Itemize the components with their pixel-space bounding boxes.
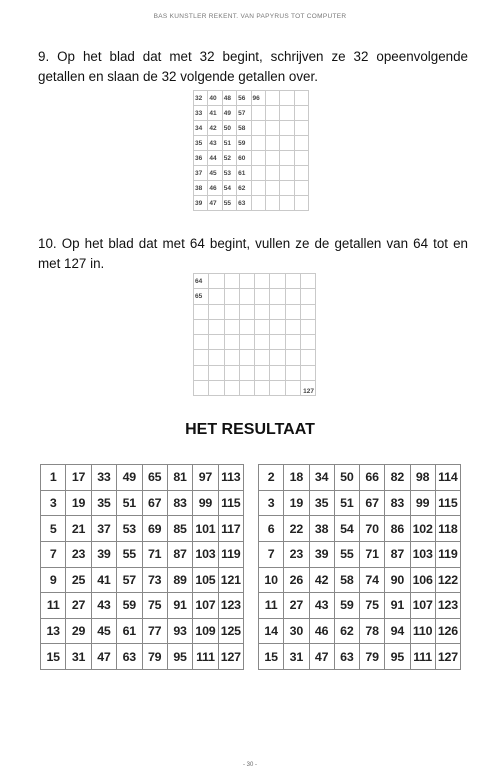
table-cell: 25	[66, 567, 91, 593]
table-cell: 103	[193, 541, 218, 567]
table-cell: 34	[309, 465, 334, 491]
table-cell	[239, 274, 254, 289]
table-cell: 66	[360, 465, 385, 491]
table-cell: 125	[218, 618, 243, 644]
table-cell	[224, 289, 239, 304]
table-cell: 31	[66, 644, 91, 670]
table-cell	[270, 319, 285, 334]
table-cell: 7	[259, 541, 284, 567]
table-cell	[251, 121, 265, 136]
table-cell	[294, 196, 308, 211]
table-cell: 53	[222, 166, 236, 181]
table-cell: 31	[284, 644, 309, 670]
table-cell	[280, 196, 294, 211]
table-cell: 34	[194, 121, 208, 136]
table-cell	[265, 181, 279, 196]
table-cell: 19	[66, 490, 91, 516]
table-row	[259, 465, 461, 491]
table-cell: 26	[284, 567, 309, 593]
table-cell: 27	[66, 593, 91, 619]
table-cell: 103	[410, 541, 435, 567]
table-cell	[224, 304, 239, 319]
table-cell: 86	[385, 516, 410, 542]
table-cell	[265, 106, 279, 121]
table-cell	[294, 106, 308, 121]
table-cell: 79	[360, 644, 385, 670]
table-cell	[239, 365, 254, 380]
table-cell: 45	[91, 618, 116, 644]
table-cell: 55	[334, 541, 359, 567]
table-cell: 78	[360, 618, 385, 644]
table-row	[259, 516, 461, 542]
table-cell	[239, 304, 254, 319]
table-cell: 113	[218, 465, 243, 491]
table-cell	[239, 289, 254, 304]
table-cell: 90	[385, 567, 410, 593]
table-cell: 75	[360, 593, 385, 619]
table-cell: 55	[222, 196, 236, 211]
table-cell: 63	[237, 196, 251, 211]
table-cell: 35	[91, 490, 116, 516]
table-cell	[294, 151, 308, 166]
table-cell	[280, 166, 294, 181]
table-row	[194, 335, 316, 350]
table-cell: 101	[193, 516, 218, 542]
table-row	[194, 121, 309, 136]
table-cell	[209, 365, 224, 380]
table-cell: 51	[117, 490, 142, 516]
table-cell	[239, 335, 254, 350]
table-cell	[194, 335, 209, 350]
table-cell: 55	[117, 541, 142, 567]
table-cell: 53	[117, 516, 142, 542]
table-cell: 41	[208, 106, 222, 121]
table-cell	[294, 166, 308, 181]
table-row	[259, 618, 461, 644]
table-cell	[285, 380, 300, 395]
table-cell: 121	[218, 567, 243, 593]
table-cell: 98	[410, 465, 435, 491]
table-cell: 62	[237, 181, 251, 196]
table-cell	[255, 319, 270, 334]
table-cell: 48	[222, 91, 236, 106]
table-row	[194, 91, 309, 106]
page-number: - 30 -	[242, 762, 257, 768]
table-cell: 45	[208, 166, 222, 181]
table-cell: 82	[385, 465, 410, 491]
table-cell: 115	[435, 490, 460, 516]
paragraph-9: 9. Op het blad dat met 32 begint, schrijven ze 32 opeenvolgende getallen en slaan de 32 volgende getallen over.	[38, 49, 468, 84]
table-cell	[209, 289, 224, 304]
table-cell: 2	[259, 465, 284, 491]
table-cell: 119	[435, 541, 460, 567]
table-cell: 107	[193, 593, 218, 619]
table-cell: 67	[360, 490, 385, 516]
table-cell	[209, 335, 224, 350]
table-cell: 58	[237, 121, 251, 136]
table-cell	[255, 350, 270, 365]
table-cell: 123	[218, 593, 243, 619]
table-cell: 87	[385, 541, 410, 567]
table-cell: 87	[167, 541, 192, 567]
table-cell: 39	[309, 541, 334, 567]
table-cell: 42	[309, 567, 334, 593]
table-cell: 35	[309, 490, 334, 516]
table-cell: 99	[193, 490, 218, 516]
table-row	[194, 106, 309, 121]
table-cell: 43	[309, 593, 334, 619]
table-cell: 47	[208, 196, 222, 211]
table-cell: 43	[91, 593, 116, 619]
table-cell	[300, 335, 315, 350]
table-cell: 118	[435, 516, 460, 542]
table-cell	[265, 121, 279, 136]
table-cell: 19	[284, 490, 309, 516]
table-cell: 67	[142, 490, 167, 516]
table-row	[259, 644, 461, 670]
table-cell: 93	[167, 618, 192, 644]
table-cell	[270, 335, 285, 350]
table-row	[194, 151, 309, 166]
table-row	[194, 274, 316, 289]
table-cell: 111	[410, 644, 435, 670]
paragraph-10: 10. Op het blad dat met 64 begint, vullen ze de getallen van 64 tot en met 127 in.	[38, 236, 468, 271]
table-cell: 39	[91, 541, 116, 567]
table-row	[41, 490, 244, 516]
table-row	[41, 516, 244, 542]
table-cell: 123	[435, 593, 460, 619]
table-cell	[209, 274, 224, 289]
table-cell: 29	[66, 618, 91, 644]
table-cell	[194, 319, 209, 334]
table-cell: 43	[208, 136, 222, 151]
table-cell	[224, 335, 239, 350]
table-cell: 126	[435, 618, 460, 644]
table-row	[41, 644, 244, 670]
table-cell: 3	[259, 490, 284, 516]
table-row	[41, 541, 244, 567]
table-cell: 13	[41, 618, 66, 644]
table-cell	[255, 335, 270, 350]
table-cell	[224, 274, 239, 289]
table-row	[194, 319, 316, 334]
table-cell: 27	[284, 593, 309, 619]
table-cell: 46	[309, 618, 334, 644]
table-cell: 18	[284, 465, 309, 491]
table-cell	[285, 350, 300, 365]
table-cell	[300, 274, 315, 289]
table-cell: 71	[360, 541, 385, 567]
table-cell	[294, 121, 308, 136]
table-cell: 33	[91, 465, 116, 491]
table-cell	[280, 121, 294, 136]
table-cell	[224, 350, 239, 365]
grid-64-table	[193, 273, 316, 396]
table-cell	[285, 304, 300, 319]
table-cell	[251, 196, 265, 211]
table-cell: 38	[309, 516, 334, 542]
table-cell: 61	[237, 166, 251, 181]
table-cell	[194, 304, 209, 319]
table-cell: 119	[218, 541, 243, 567]
table-cell: 49	[222, 106, 236, 121]
table-cell	[209, 350, 224, 365]
table-cell: 54	[334, 516, 359, 542]
table-cell: 33	[194, 106, 208, 121]
table-cell: 40	[208, 91, 222, 106]
table-cell: 115	[218, 490, 243, 516]
table-cell: 105	[193, 567, 218, 593]
table-cell: 77	[142, 618, 167, 644]
table-cell: 44	[208, 151, 222, 166]
table-cell	[239, 380, 254, 395]
table-cell	[209, 304, 224, 319]
table-cell	[300, 350, 315, 365]
table-cell	[270, 289, 285, 304]
table-cell	[294, 181, 308, 196]
table-cell: 63	[334, 644, 359, 670]
table-cell	[224, 365, 239, 380]
table-cell: 52	[222, 151, 236, 166]
table-cell	[194, 365, 209, 380]
table-cell	[209, 380, 224, 395]
table-cell: 64	[194, 274, 209, 289]
table-cell: 58	[334, 567, 359, 593]
table-cell: 38	[194, 181, 208, 196]
table-cell: 91	[385, 593, 410, 619]
table-cell	[270, 365, 285, 380]
table-cell	[300, 289, 315, 304]
table-cell: 46	[208, 181, 222, 196]
table-cell: 85	[167, 516, 192, 542]
table-cell: 81	[167, 465, 192, 491]
table-row	[259, 541, 461, 567]
table-cell	[255, 365, 270, 380]
table-cell	[224, 319, 239, 334]
table-cell	[285, 319, 300, 334]
table-cell: 39	[194, 196, 208, 211]
table-cell	[294, 91, 308, 106]
table-cell	[239, 319, 254, 334]
table-cell	[294, 136, 308, 151]
table-cell	[265, 166, 279, 181]
table-row	[259, 593, 461, 619]
running-header: BAS KUNSTLER REKENT. VAN PAPYRUS TOT COMPUTER	[153, 13, 347, 20]
table-cell: 95	[167, 644, 192, 670]
table-cell	[194, 380, 209, 395]
table-cell: 36	[194, 151, 208, 166]
table-cell: 57	[117, 567, 142, 593]
table-cell: 15	[259, 644, 284, 670]
table-cell: 42	[208, 121, 222, 136]
result-table-bit2	[258, 464, 461, 670]
table-cell: 83	[385, 490, 410, 516]
table-cell: 51	[222, 136, 236, 151]
table-cell: 54	[222, 181, 236, 196]
table-cell: 65	[142, 465, 167, 491]
table-cell: 11	[259, 593, 284, 619]
table-cell	[251, 106, 265, 121]
table-cell	[270, 380, 285, 395]
table-cell: 6	[259, 516, 284, 542]
table-cell	[280, 181, 294, 196]
table-cell: 127	[218, 644, 243, 670]
table-cell	[280, 106, 294, 121]
table-cell: 59	[334, 593, 359, 619]
grid-32-table	[193, 90, 309, 211]
table-cell: 22	[284, 516, 309, 542]
table-cell: 60	[237, 151, 251, 166]
table-cell: 95	[385, 644, 410, 670]
table-cell: 70	[360, 516, 385, 542]
table-cell: 106	[410, 567, 435, 593]
table-cell: 127	[300, 380, 315, 395]
table-cell: 7	[41, 541, 66, 567]
table-row	[259, 490, 461, 516]
table-cell: 35	[194, 136, 208, 151]
table-cell	[255, 380, 270, 395]
table-row	[194, 166, 309, 181]
table-cell: 17	[66, 465, 91, 491]
table-cell: 37	[194, 166, 208, 181]
table-cell: 50	[334, 465, 359, 491]
table-cell: 110	[410, 618, 435, 644]
table-cell: 21	[66, 516, 91, 542]
table-cell: 37	[91, 516, 116, 542]
table-cell: 122	[435, 567, 460, 593]
table-cell: 114	[435, 465, 460, 491]
table-row	[259, 567, 461, 593]
result-title: HET RESULTAAT	[185, 421, 315, 438]
table-cell: 15	[41, 644, 66, 670]
table-cell	[270, 274, 285, 289]
table-row	[194, 304, 316, 319]
table-cell: 69	[142, 516, 167, 542]
table-cell: 91	[167, 593, 192, 619]
table-cell	[265, 151, 279, 166]
table-cell: 23	[284, 541, 309, 567]
table-cell	[265, 136, 279, 151]
table-cell: 65	[194, 289, 209, 304]
table-cell: 23	[66, 541, 91, 567]
table-cell	[251, 166, 265, 181]
table-cell	[285, 365, 300, 380]
table-cell: 10	[259, 567, 284, 593]
table-cell	[251, 151, 265, 166]
table-cell: 5	[41, 516, 66, 542]
table-cell: 56	[237, 91, 251, 106]
table-cell	[255, 274, 270, 289]
table-cell: 51	[334, 490, 359, 516]
table-row	[194, 196, 309, 211]
table-cell: 59	[117, 593, 142, 619]
table-cell: 97	[193, 465, 218, 491]
table-cell	[300, 319, 315, 334]
table-row	[41, 567, 244, 593]
table-cell	[300, 365, 315, 380]
table-cell: 107	[410, 593, 435, 619]
table-row	[194, 136, 309, 151]
table-cell: 96	[251, 91, 265, 106]
table-cell	[280, 91, 294, 106]
table-cell: 32	[194, 91, 208, 106]
table-row	[194, 365, 316, 380]
table-cell	[209, 319, 224, 334]
table-row	[41, 618, 244, 644]
table-cell: 71	[142, 541, 167, 567]
table-row	[41, 593, 244, 619]
table-cell	[255, 289, 270, 304]
table-row	[194, 380, 316, 395]
table-cell: 49	[117, 465, 142, 491]
table-cell	[239, 350, 254, 365]
table-cell	[251, 181, 265, 196]
table-cell: 63	[117, 644, 142, 670]
table-cell	[265, 196, 279, 211]
table-cell	[265, 91, 279, 106]
result-table-odd	[40, 464, 244, 670]
table-cell: 1	[41, 465, 66, 491]
table-row	[41, 465, 244, 491]
table-cell: 41	[91, 567, 116, 593]
table-cell	[280, 151, 294, 166]
table-cell	[285, 274, 300, 289]
table-cell	[255, 304, 270, 319]
table-cell	[270, 304, 285, 319]
table-cell: 14	[259, 618, 284, 644]
table-cell: 74	[360, 567, 385, 593]
table-cell: 111	[193, 644, 218, 670]
table-cell	[194, 350, 209, 365]
table-cell: 127	[435, 644, 460, 670]
table-cell: 11	[41, 593, 66, 619]
table-cell: 89	[167, 567, 192, 593]
table-cell: 109	[193, 618, 218, 644]
table-cell	[285, 289, 300, 304]
table-cell: 94	[385, 618, 410, 644]
table-cell	[280, 136, 294, 151]
table-cell: 9	[41, 567, 66, 593]
table-cell: 47	[91, 644, 116, 670]
table-cell: 62	[334, 618, 359, 644]
table-cell	[285, 335, 300, 350]
table-cell: 75	[142, 593, 167, 619]
table-cell: 59	[237, 136, 251, 151]
table-cell: 102	[410, 516, 435, 542]
table-row	[194, 350, 316, 365]
table-cell	[300, 304, 315, 319]
table-cell: 30	[284, 618, 309, 644]
table-cell: 83	[167, 490, 192, 516]
table-cell: 73	[142, 567, 167, 593]
table-row	[194, 181, 309, 196]
table-cell: 99	[410, 490, 435, 516]
table-cell: 79	[142, 644, 167, 670]
table-cell: 117	[218, 516, 243, 542]
table-cell	[251, 136, 265, 151]
table-cell: 57	[237, 106, 251, 121]
table-cell: 47	[309, 644, 334, 670]
table-cell: 61	[117, 618, 142, 644]
table-cell	[270, 350, 285, 365]
table-cell: 50	[222, 121, 236, 136]
table-cell	[224, 380, 239, 395]
table-cell: 3	[41, 490, 66, 516]
table-row	[194, 289, 316, 304]
